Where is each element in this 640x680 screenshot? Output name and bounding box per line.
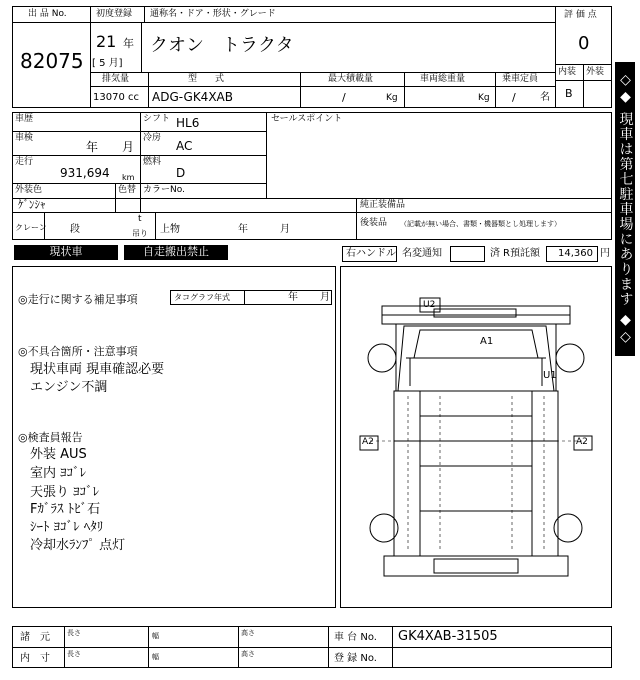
sales-point-label: セールスポイント <box>271 114 343 124</box>
history-label: 車歴 <box>15 114 34 124</box>
mileage-unit: km <box>122 173 135 182</box>
chassis-label: 車 台 No. <box>334 632 377 643</box>
report-line: 冷却水ﾗﾝﾌﾟ 点灯 <box>30 538 126 553</box>
first-reg-label: 初度登録 <box>96 9 133 19</box>
driving-notes-label: ◎走行に関する補足事項 <box>18 293 138 306</box>
dims-label: 諸 元 <box>20 632 50 643</box>
color-label: 外装色 <box>15 185 43 195</box>
after-note: （記載が無い場合、書類・機器類とし処理します） <box>400 220 561 228</box>
exterior-grade-label: 外装 <box>586 67 605 77</box>
genuine-label: 純正装備品 <box>360 200 406 210</box>
tax-prefix: 済 <box>490 248 500 259</box>
tax-value: 14,360 <box>558 248 593 259</box>
gross-weight-label: 車両総重量 <box>420 74 466 84</box>
ac: AC <box>176 139 193 153</box>
mileage-label: 走行 <box>15 157 34 167</box>
model: ADG-GK4XAB <box>152 90 233 104</box>
tacho-year: 年 <box>288 292 298 303</box>
report-line: 天張り ﾖｺﾞﾚ <box>30 485 100 500</box>
first-reg-year: 21 <box>96 32 117 51</box>
score-label: 評 価 点 <box>564 10 597 20</box>
crane-label: クレーン <box>15 223 47 232</box>
lot-no: 82075 <box>20 49 84 73</box>
car-name: クオン トラクタ <box>150 35 294 56</box>
fuel: D <box>176 166 186 180</box>
capacity-label: 乗車定員 <box>502 74 539 84</box>
interior-dims-label: 内 寸 <box>20 653 50 664</box>
lot-no-label: 出 品 No. <box>28 9 67 19</box>
color: ｹﾞﾝｼｬ <box>18 198 46 211</box>
shift: HL6 <box>176 116 200 130</box>
after-label: 後装品 <box>360 218 388 228</box>
ac-label: 冷房 <box>143 133 162 143</box>
height-label: 高さ <box>241 629 255 637</box>
damage-code-u2: U2 <box>423 300 436 310</box>
mileage: 931,694 <box>60 166 110 180</box>
car-name-label: 通称名・ドア・形状・グレード <box>150 9 276 19</box>
damage-code-a2-left: A2 <box>362 437 374 447</box>
report-line: 室内 ﾖｺﾞﾚ <box>30 466 87 481</box>
width-label: 幅 <box>152 632 159 640</box>
name-change-label: 名変通知 <box>402 248 442 259</box>
interior-grade-label: 内装 <box>558 67 577 77</box>
report-line: ｼｰﾄ ﾖｺﾞﾚ ﾍﾀﾘ <box>30 520 104 535</box>
max-load-label: 最大積載量 <box>328 74 374 84</box>
damage-code-u1: U1 <box>543 370 557 381</box>
height-label: 高さ <box>241 650 255 658</box>
displacement: 13070 cc <box>93 92 139 103</box>
first-reg-year-unit: 年 <box>123 37 134 50</box>
damage-code-a2-right: A2 <box>576 437 588 447</box>
model-label: 型 式 <box>188 74 225 84</box>
registration-label: 登 録 No. <box>334 653 377 664</box>
color-change-label: 色替 <box>118 185 137 195</box>
length-label: 長さ <box>67 629 81 637</box>
capacity-value: / <box>512 91 516 104</box>
chassis-no: GK4XAB-31505 <box>398 629 498 644</box>
report-line: Fｶﾞﾗｽ ﾄﾋﾞ石 <box>30 502 101 517</box>
defect-line: エンジン不調 <box>30 380 108 395</box>
max-load-value: / <box>342 91 346 104</box>
report-line: 外装 AUS <box>30 447 87 462</box>
upper-label: 上物 <box>160 224 180 235</box>
current-car-badge: 現状車 <box>14 245 118 260</box>
crane-stage: 段 <box>70 224 80 235</box>
length-label: 長さ <box>67 650 81 658</box>
inspector-label: ◎検査員報告 <box>18 431 83 444</box>
self-exit-badge: 自走搬出禁止 <box>124 245 228 260</box>
crane-t: t <box>138 214 142 224</box>
tax-unit: 円 <box>600 248 610 259</box>
first-reg-month: [ 5 月] <box>92 58 123 69</box>
inspection-label: 車検 <box>15 133 34 143</box>
defects-label: ◎不具合箇所・注意事項 <box>18 345 138 358</box>
shift-label: シフト <box>143 114 171 124</box>
truck-diagram <box>340 266 612 608</box>
damage-code-a1: A1 <box>480 336 494 347</box>
name-change-box <box>450 246 485 262</box>
fuel-label: 燃料 <box>143 157 162 167</box>
parking-notice-banner: ◇◆ 現車は第七駐車場にあります ◆◇ <box>615 62 635 356</box>
score: 0 <box>578 33 590 54</box>
tacho-month: 月 <box>320 292 330 303</box>
inspection-year: 年 <box>86 140 99 154</box>
upper-year: 年 <box>238 224 248 235</box>
upper-month: 月 <box>280 224 290 235</box>
displacement-label: 排気量 <box>102 74 130 84</box>
interior-grade: B <box>565 87 573 100</box>
right-handle: 右ハンドル <box>346 248 396 259</box>
inspection-month: 月 <box>122 140 135 154</box>
gross-weight-unit: Kg <box>478 93 490 103</box>
color-code-label: カラーNo. <box>143 185 185 195</box>
max-load-unit: Kg <box>386 93 398 103</box>
capacity-unit: 名 <box>540 92 550 103</box>
tax-label: R預託額 <box>503 248 540 259</box>
tacho-label: タコグラフ年式 <box>174 293 230 302</box>
crane-lift: 吊り <box>132 229 148 238</box>
defect-line: 現状車両 現車確認必要 <box>30 362 165 377</box>
width-label: 幅 <box>152 653 159 661</box>
